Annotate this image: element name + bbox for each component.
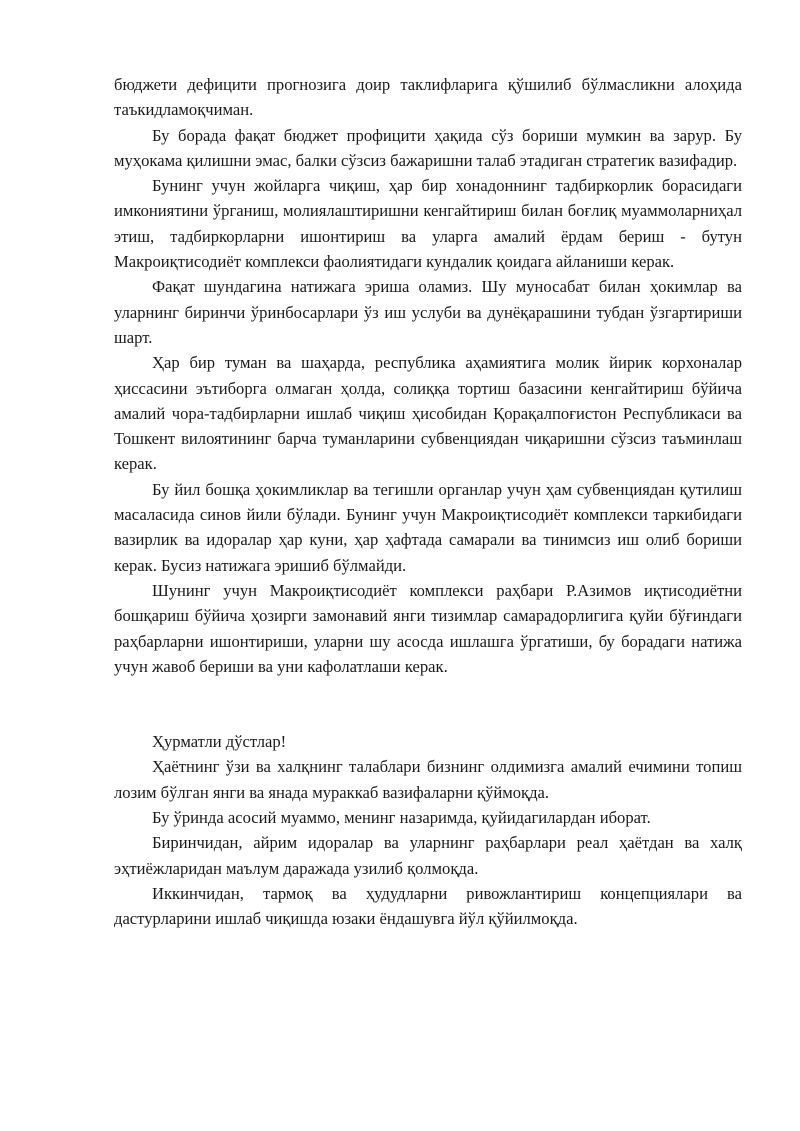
section-gap	[114, 679, 742, 729]
paragraph-first-point: Биринчидан, айрим идоралар ва уларнинг раҳбарлари реал ҳаётдан ва халқ эҳтиёжларидан маълум даражада узилиб қолмоқда.	[114, 833, 742, 878]
paragraph-second-point: Иккинчидан, тармоқ ва ҳудудларни ривожлантириш концепциялари ва дастурларини ишлаб чиқишда юзаки ёндашувга йўл қўйилмоқда.	[114, 883, 742, 929]
document-page	[114, 72, 742, 932]
paragraph-new-tasks: Ҳаётнинг ўзи ва халқнинг талаблари бизнинг олдимизга амалий ечимини топиш лозим бўлган янги ва янада мураккаб вазифаларни қўймоқда.	[114, 757, 742, 802]
paragraph-entrepreneurship: Бунинг учун жойларга чиқиш, ҳар бир хонадоннинг тадбиркорлик борасидаги имкониятини ўрганиш, молиялаштиришни кенгайтириш билан боғлиқ муаммоларниҳал этиш, тадбиркорларни ишонтириш ва уларга амалий ёрдам бериш - бутун Макроиқтисодиёт комплекси фаолиятидаги кундалик қоидага айланиши керак.	[114, 176, 742, 272]
paragraph-hokims: Фақат шундагина натижага эриша оламиз. Шу муносабат билан ҳокимлар ва уларнинг биринчи ўринбосарлари ўз иш услуби ва дунёқарашини тубдан ўзгартириши шарт.	[114, 277, 742, 347]
paragraph-greeting: Ҳурматли дўстлар!	[152, 732, 287, 752]
paragraph-budget-deficit: бюджети дефицити прогнозига доир таклифларига қўшилиб бўлмасликни алоҳида таъкидламоқчиман.	[114, 75, 742, 120]
paragraph-test-year: Бу йил бошқа ҳокимликлар ва тегишли органлар учун ҳам субвенциядан қутилиш масаласида синов йили бўлади. Бунинг учун Макроиқтисодиёт комплекси таркибидаги вазирлик ва идоралар ҳар куни, ҳар ҳафтада самарали ва тинимсиз иш олиб бориши керак. Бусиз натижага эришиб бўлмайди.	[114, 479, 742, 575]
paragraph-main-problem: Бу ўринда асосий муаммо, менинг назаримда, қуйидагилардан иборат.	[152, 808, 651, 828]
paragraph-budget-surplus: Бу борада фақат бюджет профицити ҳақида сўз бориши мумкин ва зарур. Бу муҳокама қилишни эмас, балки сўзсиз бажаришни талаб этадиган стратегик вазифадир.	[114, 125, 742, 170]
paragraph-azimov: Шунинг учун Макроиқтисодиёт комплекси раҳбари Р.Азимов иқтисодиётни бошқариш бўйича ҳозирги замонавий янги тизимлар самарадорлигига қуйи бўғиндаги раҳбарларни ишонтириши, уларни шу асосда ишлашга ўргатиши, бу борадаги натижа учун жавоб бериши ва уни кафолатлаши керак.	[114, 580, 742, 676]
paragraph-subventions: Ҳар бир туман ва шаҳарда, республика аҳамиятига молик йирик корхоналар ҳиссасини эътиборга олмаган ҳолда, солиққа тортиш базасини кенгайтириш бўйича амалий чора-тадбирларни ишлаб чиқиш ҳисобидан Қорақалпоғистон Республикаси ва Тошкент вилоятининг барча туманларини субвенциядан чиқаришни сўзсиз таъминлаш керак.	[114, 353, 742, 474]
